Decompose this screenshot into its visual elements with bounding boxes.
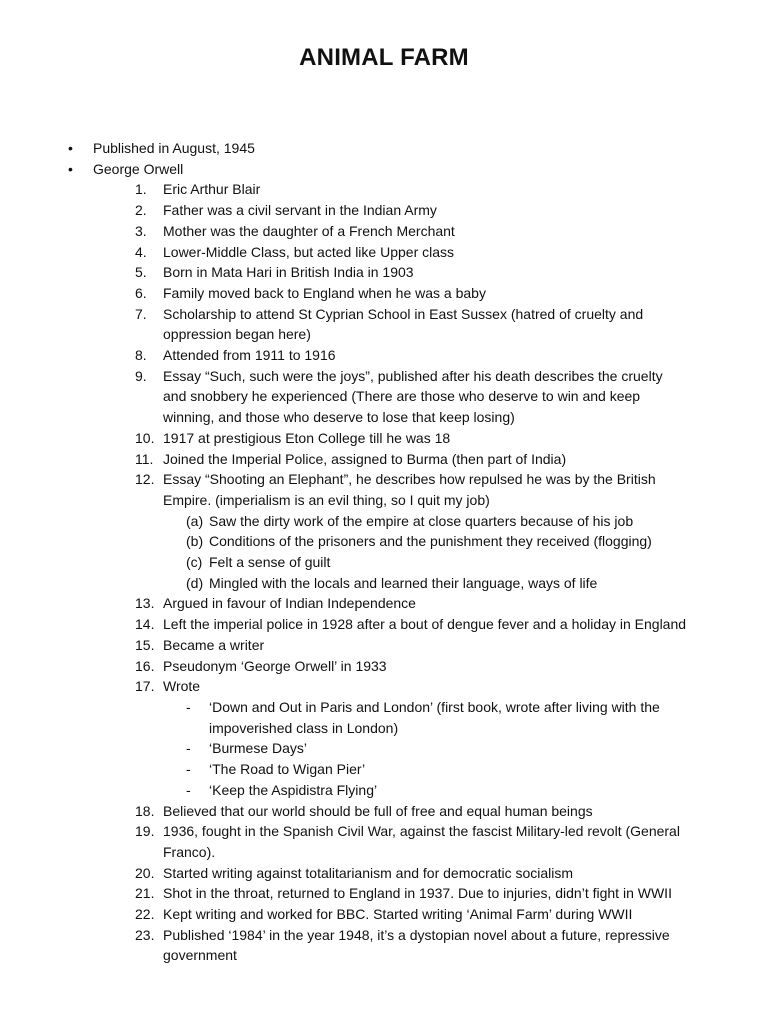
item-number: 3. <box>135 222 147 239</box>
item-number: 17. <box>135 678 155 695</box>
numbered-item-text: oppression began here) <box>163 326 311 343</box>
item-number: 18. <box>135 802 155 819</box>
numbered-item-text: Scholarship to attend St Cyprian School in East Sussex (hatred of cruelty and <box>163 305 644 322</box>
numbered-item-text: Attended from 1911 to 1916 <box>163 347 336 364</box>
numbered-item-text: Born in Mata Hari in British India in 1903 <box>163 264 414 281</box>
item-number: 19. <box>135 823 155 840</box>
numbered-item-text: winning, and those who deserve to lose that keep losing) <box>163 409 515 426</box>
numbered-item-text: Lower-Middle Class, but acted like Upper class <box>163 243 455 260</box>
numbered-item <box>0 676 768 697</box>
numbered-item <box>0 179 768 200</box>
item-number: 6. <box>135 284 147 301</box>
dash-item <box>0 697 768 718</box>
notes-list <box>0 138 768 966</box>
item-number: 11. <box>135 450 154 467</box>
numbered-item-text: Essay “Such, such were the joys”, published after his death describes the cruelty <box>163 367 663 384</box>
sub-item-letter: (a) <box>186 512 204 529</box>
numbered-item-text: 1936, fought in the Spanish Civil War, against the fascist Military-led revolt (General <box>163 823 680 840</box>
numbered-item <box>0 449 768 470</box>
dash-marker: - <box>186 698 191 715</box>
numbered-item <box>0 283 768 304</box>
sub-item-text: Mingled with the locals and learned their language, ways of life <box>209 574 598 591</box>
numbered-item <box>0 221 768 242</box>
sub-item <box>0 531 768 552</box>
numbered-item <box>0 925 768 946</box>
item-number: 1. <box>135 181 147 198</box>
numbered-item-text: Started writing against totalitarianism and for democratic socialism <box>163 864 574 881</box>
item-number: 23. <box>135 926 155 943</box>
bullet-item <box>0 159 768 180</box>
numbered-item-text: Joined the Imperial Police, assigned to Burma (then part of India) <box>163 450 567 467</box>
item-number: 16. <box>135 657 155 674</box>
numbered-item-text: Left the imperial police in 1928 after a bout of dengue fever and a holiday in England <box>163 616 687 633</box>
numbered-item-text: Family moved back to England when he was a baby <box>163 284 486 301</box>
dash-item-text: ‘Down and Out in Paris and London’ (first book, wrote after living with the <box>209 698 660 715</box>
dash-item <box>0 738 768 759</box>
dash-item-text: ‘The Road to Wigan Pier’ <box>209 761 366 778</box>
sub-item-letter: (b) <box>186 533 204 550</box>
item-number: 4. <box>135 243 147 260</box>
numbered-item-text: 1917 at prestigious Eton College till he was 18 <box>163 429 451 446</box>
numbered-item <box>0 656 768 677</box>
numbered-item-text: Shot in the throat, returned to England in 1937. Due to injuries, didn’t fight in WWII <box>163 885 672 902</box>
sub-item-letter: (d) <box>186 574 204 591</box>
numbered-item-text: Became a writer <box>163 636 265 653</box>
numbered-item <box>0 242 768 263</box>
numbered-item <box>0 262 768 283</box>
numbered-item <box>0 801 768 822</box>
sub-item-letter: (c) <box>186 554 203 571</box>
numbered-item-text: and snobbery he experienced (There are those who deserve to win and keep <box>163 388 641 405</box>
dash-marker: - <box>186 781 191 798</box>
dash-item-text: ‘Keep the Aspidistra Flying’ <box>209 781 378 798</box>
bullet-marker: • <box>68 160 73 177</box>
bullet-item-text: George Orwell <box>93 160 184 177</box>
numbered-item <box>0 324 768 345</box>
numbered-item-text: Mother was the daughter of a French Merchant <box>163 222 455 239</box>
numbered-item-text: government <box>163 947 237 964</box>
item-number: 10. <box>135 429 155 446</box>
dash-item <box>0 780 768 801</box>
numbered-item <box>0 842 768 863</box>
numbered-item-text: Believed that our world should be full of free and equal human beings <box>163 802 593 819</box>
numbered-item-text: Argued in favour of Indian Independence <box>163 595 416 612</box>
item-number: 5. <box>135 264 147 281</box>
numbered-item <box>0 593 768 614</box>
numbered-item <box>0 366 768 387</box>
sub-item-text: Felt a sense of guilt <box>209 554 331 571</box>
dash-marker: - <box>186 740 191 757</box>
item-number: 20. <box>135 864 155 881</box>
item-number: 9. <box>135 367 147 384</box>
numbered-item <box>0 635 768 656</box>
numbered-item <box>0 469 768 490</box>
numbered-item <box>0 614 768 635</box>
numbered-item <box>0 883 768 904</box>
item-number: 2. <box>135 202 147 219</box>
numbered-item-text: Wrote <box>163 678 201 695</box>
bullet-item <box>0 138 768 159</box>
sub-item-text: Saw the dirty work of the empire at close quarters because of his job <box>209 512 634 529</box>
dash-item-text: impoverished class in London) <box>209 719 399 736</box>
page-title: ANIMAL FARM <box>299 44 469 71</box>
numbered-item <box>0 407 768 428</box>
numbered-item-text: Kept writing and worked for BBC. Started writing ‘Animal Farm’ during WWII <box>163 906 633 923</box>
item-number: 12. <box>135 471 155 488</box>
item-number: 13. <box>135 595 155 612</box>
numbered-item-text: Published ‘1984’ in the year 1948, it’s a dystopian novel about a future, repressive <box>163 926 670 943</box>
numbered-item <box>0 386 768 407</box>
numbered-item-text: Pseudonym ‘George Orwell’ in 1933 <box>163 657 387 674</box>
item-number: 15. <box>135 636 155 653</box>
item-number: 7. <box>135 305 147 322</box>
item-number: 21. <box>135 885 155 902</box>
numbered-item <box>0 304 768 325</box>
dash-item <box>0 718 768 739</box>
numbered-item-text: Eric Arthur Blair <box>163 181 261 198</box>
dash-marker: - <box>186 761 191 778</box>
sub-item <box>0 552 768 573</box>
numbered-item <box>0 821 768 842</box>
sub-item-text: Conditions of the prisoners and the punishment they received (flogging) <box>209 533 652 550</box>
item-number: 14. <box>135 616 155 633</box>
item-number: 8. <box>135 347 147 364</box>
numbered-item <box>0 863 768 884</box>
numbered-item <box>0 200 768 221</box>
numbered-item-text: Franco). <box>163 843 216 860</box>
numbered-item <box>0 904 768 925</box>
numbered-item-text: Father was a civil servant in the Indian Army <box>163 202 437 219</box>
numbered-item <box>0 428 768 449</box>
dash-item-text: ‘Burmese Days’ <box>209 740 308 757</box>
numbered-item-text: Empire. (imperialism is an evil thing, so I quit my job) <box>163 491 490 508</box>
sub-item <box>0 511 768 532</box>
bullet-item-text: Published in August, 1945 <box>93 140 255 156</box>
numbered-item-text: Essay “Shooting an Elephant”, he describes how repulsed he was by the British <box>163 471 656 488</box>
dash-item <box>0 759 768 780</box>
bullet-marker: • <box>68 140 73 156</box>
numbered-item <box>0 345 768 366</box>
item-number: 22. <box>135 906 155 923</box>
numbered-item <box>0 490 768 511</box>
numbered-item <box>0 945 768 966</box>
sub-item <box>0 573 768 594</box>
